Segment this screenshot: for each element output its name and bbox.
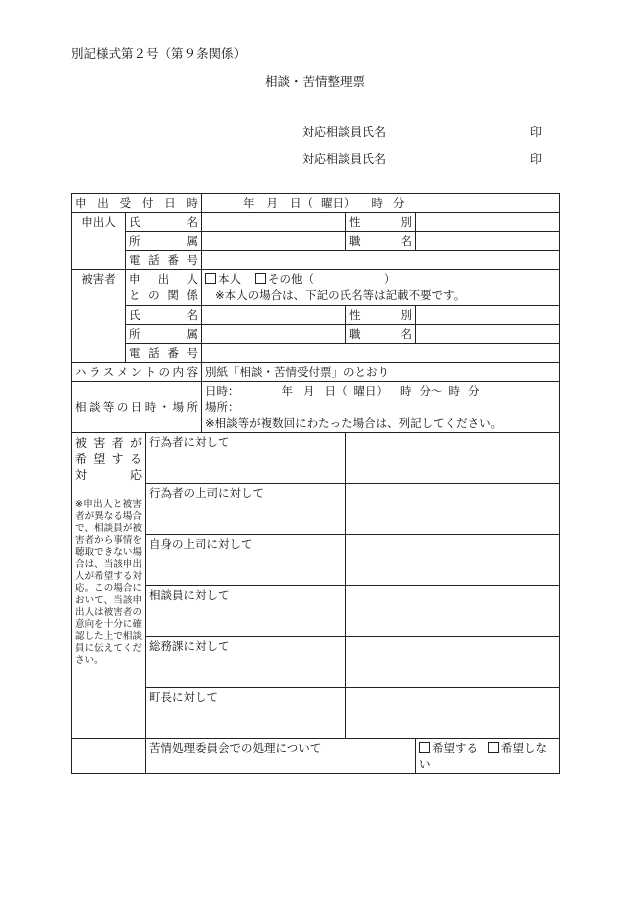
checkbox-self[interactable] bbox=[205, 273, 216, 284]
desired-response-label: 被害者が 希望する 対 応 ※申出人と被害者が異なる場合で、相談員が被害者から事情を聴取できない場合は、当該申出人が希望する対応。この場合において、当該申出人は被害者の意向を十分に確認した上で相談員に伝えてください。 bbox=[72, 433, 146, 739]
victim-gender-field[interactable] bbox=[416, 306, 560, 325]
consultation-form-table bbox=[71, 193, 560, 774]
victim-position-field[interactable] bbox=[416, 325, 560, 344]
victim-name-label: 氏 名 bbox=[126, 306, 202, 325]
desired-row-label: 相談員に対して bbox=[146, 586, 346, 637]
applicant-name-label: 氏 名 bbox=[126, 213, 202, 232]
reception-label: 申出受付日時 bbox=[72, 194, 202, 213]
desired-row-field[interactable] bbox=[346, 484, 560, 535]
applicant-section-label: 申出人 bbox=[72, 213, 126, 270]
harassment-label: ハラスメントの内容 bbox=[72, 363, 202, 382]
desired-row-label: 行為者に対して bbox=[146, 433, 346, 484]
victim-affiliation-label: 所 属 bbox=[126, 325, 202, 344]
desired-row-label: 町長に対して bbox=[146, 688, 346, 739]
victim-name-field[interactable] bbox=[202, 306, 346, 325]
victim-phone-field[interactable] bbox=[202, 344, 560, 363]
victim-gender-label: 性 別 bbox=[346, 306, 416, 325]
committee-spacer bbox=[72, 739, 146, 774]
harassment-value: 別紙「相談・苦情受付票」のとおり bbox=[202, 363, 560, 382]
desired-row-field[interactable] bbox=[346, 637, 560, 688]
checkbox-committee-yes[interactable] bbox=[419, 742, 430, 753]
applicant-name-field[interactable] bbox=[202, 213, 346, 232]
committee-label: 苦情処理委員会での処理について bbox=[146, 739, 416, 774]
victim-affiliation-field[interactable] bbox=[202, 325, 346, 344]
committee-options: 希望する 希望しない bbox=[416, 739, 560, 774]
reception-datetime[interactable]: 年 月 日（ 曜日） 時 分 bbox=[202, 194, 560, 213]
victim-phone-label: 電話番号 bbox=[126, 344, 202, 363]
seal-mark: 印 bbox=[529, 152, 542, 166]
form-title: 相談・苦情整理票 bbox=[264, 74, 365, 89]
consultation-field[interactable]: 日時： 年 月 日（ 曜日） 時 分～ 時 分 場所： ※相談等が複数回にわたった場合は、列記してください。 bbox=[202, 382, 560, 433]
applicant-position-label: 職 名 bbox=[346, 232, 416, 251]
form-number: 別記様式第２号（第９条関係） bbox=[71, 46, 247, 61]
desired-row-field[interactable] bbox=[346, 586, 560, 637]
victim-relation-label: 申 出 人 との関係 bbox=[126, 270, 202, 306]
desired-row-field[interactable] bbox=[346, 535, 560, 586]
applicant-phone-field[interactable] bbox=[202, 251, 560, 270]
applicant-gender-field[interactable] bbox=[416, 213, 560, 232]
applicant-gender-label: 性 別 bbox=[346, 213, 416, 232]
applicant-affiliation-label: 所 属 bbox=[126, 232, 202, 251]
checkbox-other[interactable] bbox=[255, 273, 266, 284]
desired-row-label: 総務課に対して bbox=[146, 637, 346, 688]
victim-relation-field: 本人 その他（ ） ※本人の場合は、下記の氏名等は記載不要です。 bbox=[202, 270, 560, 306]
officer-name-label: 対応相談員氏名 bbox=[302, 125, 387, 139]
desired-row-field[interactable] bbox=[346, 688, 560, 739]
officer-signature-row bbox=[302, 150, 542, 167]
desired-response-note: ※申出人と被害者が異なる場合で、相談員が被害者から事情を聴取できない場合は、当該申出人が希望する対応。この場合において、当該申出人は被害者の意向を十分に確認した上で相談員に伝えてください。 bbox=[75, 499, 142, 666]
officer-name-label: 対応相談員氏名 bbox=[302, 152, 387, 166]
desired-row-field[interactable] bbox=[346, 433, 560, 484]
consultation-label: 相談等の日時・場所 bbox=[72, 382, 202, 433]
victim-position-label: 職 名 bbox=[346, 325, 416, 344]
victim-section-label: 被害者 bbox=[72, 270, 126, 363]
checkbox-committee-no[interactable] bbox=[488, 742, 499, 753]
officer-signature-row bbox=[302, 123, 542, 140]
applicant-position-field[interactable] bbox=[416, 232, 560, 251]
applicant-phone-label: 電話番号 bbox=[126, 251, 202, 270]
consultation-note: ※相談等が複数回にわたった場合は、列記してください。 bbox=[205, 416, 503, 430]
relation-note: ※本人の場合は、下記の氏名等は記載不要です。 bbox=[215, 288, 466, 302]
desired-row-label: 自身の上司に対して bbox=[146, 535, 346, 586]
seal-mark: 印 bbox=[529, 125, 542, 139]
desired-row-label: 行為者の上司に対して bbox=[146, 484, 346, 535]
applicant-affiliation-field[interactable] bbox=[202, 232, 346, 251]
